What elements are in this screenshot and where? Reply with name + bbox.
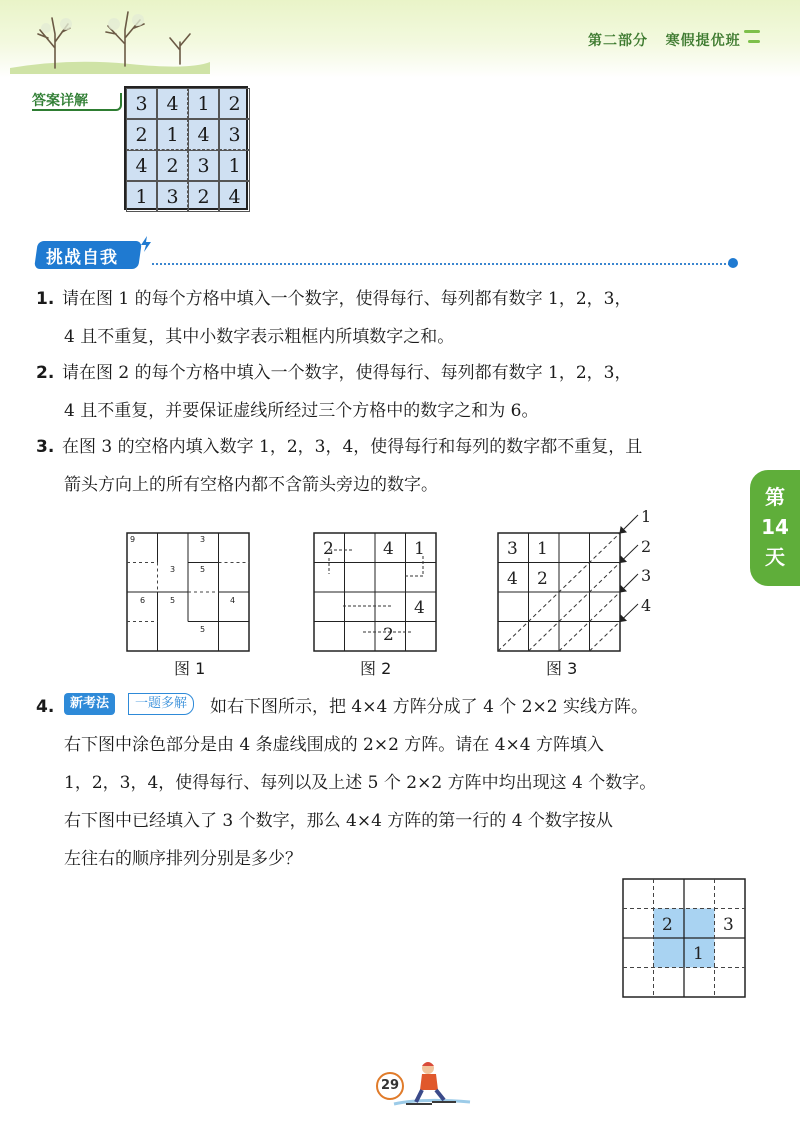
fig4-digit: 3 [723,915,734,935]
answer-cell: 2 [219,88,250,119]
answer-cell: 2 [188,181,219,212]
fig1-clue: 3 [170,565,176,574]
page-number: 29 [376,1072,404,1100]
challenge-divider-dot [728,258,738,268]
problem-number: 2. [36,363,55,383]
challenge-label: 挑战自我 [46,248,118,268]
problem-4-line-4: 右下图中已经填入了 3 个数字，那么 4×4 方阵的第一行的 4 个数字按从 [64,811,613,831]
fig1-clue: 4 [230,596,236,605]
fig1-clue: 3 [200,535,206,544]
header-mark [748,40,760,43]
problem-2-line-1: 请在图 2 的每个方格中填入一个数字，使得每行、每列都有数字 1，2，3， [62,363,632,383]
problem-number: 4. [36,697,55,717]
answer-cell: 4 [157,88,188,119]
footer-skier-illustration [392,1058,472,1110]
figure-1-grid [126,532,250,652]
problem-4-line-1: 如右下图所示，把 4×4 方阵分成了 4 个 2×2 实线方阵。 [210,697,648,717]
figure-2-label: 图 2 [360,659,392,678]
figure-4-grid [622,878,746,998]
figure-3-grid [497,510,667,655]
fig2-digit: 4 [383,539,394,559]
fig3-arrow-label: 4 [641,596,652,615]
challenge-divider [152,263,730,265]
answer-label: 答案详解 [32,93,88,109]
problem-number: 3. [36,437,55,457]
answer-cell: 4 [126,150,157,181]
fig2-digit: 4 [414,598,425,618]
problem-number: 1. [36,289,55,309]
problem-3-line-1: 在图 3 的空格内填入数字 1，2，3，4，使得每行和每列的数字都不重复，且 [62,437,643,457]
header-class-title: 寒假提优班 [665,33,741,49]
fig1-clue: 5 [200,625,206,634]
fig1-clue: 9 [130,535,136,544]
fig2-digit: 2 [383,625,394,645]
fig3-arrow-label: 2 [641,537,652,556]
fig4-digit: 1 [693,944,704,964]
answer-cell: 1 [219,150,250,181]
answer-underline [32,109,114,111]
problem-2-line-2: 4 且不重复，并要保证虚线所经过三个方格中的数字之和为 6。 [64,401,539,421]
lightning-icon [140,236,152,252]
header-title [588,30,741,50]
answer-cell: 3 [157,181,188,212]
answer-hook [112,93,122,111]
problem-4-line-3: 1，2，3，4，使得每行、每列以及上述 5 个 2×2 方阵中均出现这 4 个数字。 [64,773,657,793]
problem-1-line-2: 4 且不重复，其中小数字表示粗框内所填数字之和。 [64,327,455,347]
header-mark [744,30,760,33]
fig2-digit: 1 [414,539,425,559]
fig3-arrow-label: 1 [641,510,652,526]
fig4-digit: 2 [662,915,673,935]
answer-cell: 2 [126,119,157,150]
multi-solution-badge: 一题多解 [128,693,194,715]
answer-cell: 4 [188,119,219,150]
header-trees-illustration [10,4,210,74]
figure-3-label: 图 3 [546,659,578,678]
problem-1 [36,280,756,356]
fig3-arrow-label: 3 [641,566,652,585]
problem-1-line-1: 请在图 1 的每个方格中填入一个数字，使得每行、每列都有数字 1，2，3， [62,289,632,309]
problem-4-line-5: 左往右的顺序排列分别是多少？ [64,849,302,869]
side-tab-top: 第 [765,485,785,509]
problem-3-line-2: 箭头方向上的所有空格内都不含箭头旁边的数字。 [64,475,438,495]
problem-4-line-2: 右下图中涂色部分是由 4 条虚线围成的 2×2 方阵。请在 4×4 方阵填入 [64,735,604,755]
fig1-clue: 5 [200,565,206,574]
figure-2-grid [313,532,437,652]
fig3-digit: 4 [507,569,518,589]
answer-cell: 4 [219,181,250,212]
answer-cell: 3 [188,150,219,181]
fig1-clue: 6 [140,596,146,605]
fig3-digit: 1 [537,539,548,559]
problem-2 [36,354,756,430]
answer-cell: 3 [126,88,157,119]
problem-3 [36,428,756,504]
fig2-digit: 2 [323,539,334,559]
figure-1-label: 图 1 [174,659,206,678]
answer-cell: 1 [157,119,188,150]
answer-cell: 1 [126,181,157,212]
side-tab-bottom: 天 [765,545,785,569]
day-side-tab [750,470,800,586]
answer-cell: 1 [188,88,219,119]
new-method-badge: 新考法 [64,693,115,715]
header-section: 第二部分 [588,33,648,49]
side-tab-number: 14 [761,515,789,539]
answer-cell: 2 [157,150,188,181]
fig1-clue: 5 [170,596,176,605]
problem-4 [36,688,756,878]
answer-grid [124,86,248,210]
fig3-digit: 2 [537,569,548,589]
answer-cell: 3 [219,119,250,150]
fig3-digit: 3 [507,539,518,559]
